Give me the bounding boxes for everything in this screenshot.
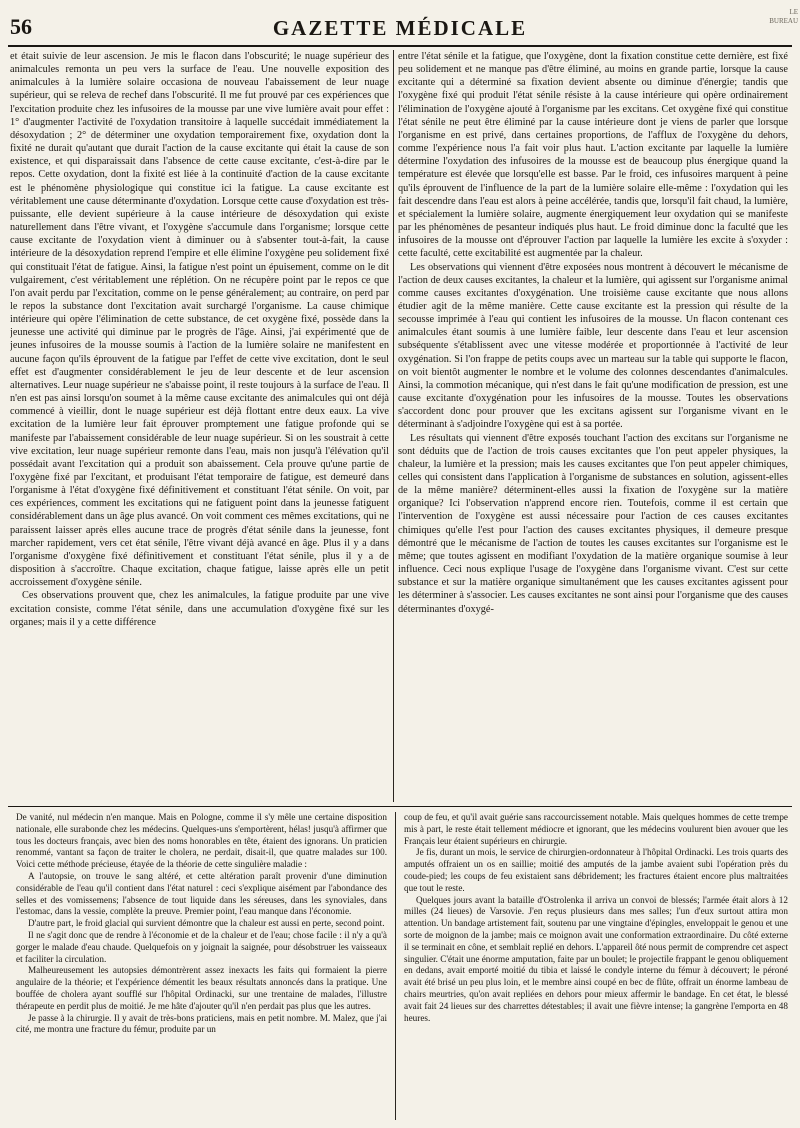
feuilleton-divider: [395, 812, 396, 1120]
column-divider: [393, 50, 394, 802]
margin-note: LE BUREAU: [769, 8, 798, 25]
feuilleton-paragraph: Quelques jours avant la bataille d'Ostrolenka il arriva un convoi de blessés; l'armée était alors à 12 milles (24 lieues) de Varsovie. J'en reçus plusieurs dans mes salles; l'un d'eux surtout attira mon attention. Un bandage artistement fait, soutenu par une vingtaine d'épingles, enveloppait le genou et une sorte de moignon de la jambe; mais ce moignon avait une conformation extraordinaire. Du côté externe il se terminait en cône, et semblait replié en dehors. L'appareil ôté nous permit de comprendre cet aspect singulier. C'était une énorme amputation, faite par un boulet; le projectile frappant le genou obliquement en dedans, avait emporté moitié du tibia et laissé le condyle interne du fémur à découvert; le péroné avait été brisé un peu plus loin, et le membre ainsi coupé en bec de flûte, offrait un énorme lambeau de chairs meurtries, qu'on avait repliées en dehors pour mieux affermir le bandage. En cet état, le blessé avait fait 24 lieues sur des charrettes détestables; il avait une fièvre intense; la gangrène l'emporta en 48 heures.: [404, 894, 788, 1023]
feuilleton-paragraph: Je fis, durant un mois, le service de chirurgien-ordonnateur à l'hôpital Ordinacki. Les trois quarts des amputés offraient un os en saillie; moitié des amputés de la jambe avaient subi l'opération près du coude-pied; les coups de feu existaient sans débridement; les fractures étaient encore plus maltraitées que tout le reste.: [404, 847, 788, 893]
feuilleton-paragraph: De vanité, nul médecin n'en manque. Mais en Pologne, comme il s'y mêle une certaine disposition nationale, elle surabonde chez les médecins. Quelques-uns s'emportèrent, hélas! jusqu'à affirmer que tous les docteurs français, avec bien des noms honorables en tête, étaient des ignorans. Un praticien renommé, vantant sa façon de traiter le cholera, ne perdait, disait-il, que quatre malades sur 100. Voici cette méthode précieuse, étayée de la théorie de cette singulière maladie :: [16, 812, 387, 870]
article-left-column: [10, 50, 389, 802]
article-paragraph: entre l'état sénile et la fatigue, que l'oxygène, dont la fixation constitue cette dernière, est fixé peu solidement et ne manque pas d'être éliminé, au moins en grande partie, lorsque la cause excitante qui a déterminé sa fixation devient absente ou diminue d'énergie; tandis que l'oxygène fixé qui produit l'état sénile résiste à la cause intérieure qui opère ordinairement l'élimination de l'oxygène ajouté à l'organisme par les excitans. Cet oxygène fixé qui constitue l'état sénile ne peut être éliminé par la cause intérieure dont je viens de parler que lorsque l'organisme en est privé, dans certaines proportions, de l'afflux de l'oxygène du dehors, comme l'expérience nous l'a fait voir plus haut. L'action excitante par laquelle la lumière détermine l'oxydation des infusoires de la mousse est de beaucoup plus énergique quand la température est élevée que lorsqu'elle est basse. Par le froid, ces infusoires marquent à peine qu'ils éprouvent de l'influence de la part de la lumière solaire elle-même : l'oxydation qui les fait descendre dans l'eau est alors à peine accélérée, tandis que, lorsqu'il fait chaud, la lumière, et spécialement la lumière solaire, augmente énergiquement leur oxydation qui se manifeste par les phénomènes de pesanteur indiqués plus haut. Le froid diminue donc la faculté que les infusoires de la mousse ont d'éprouver l'action par laquelle la lumière les excite à s'oxyder : cette faculté, cette excitabilité est augmentée par la chaleur.: [398, 51, 788, 260]
feuilleton-paragraph: Malheureusement les autopsies démontrèrent assez inexacts les faits qui formaient la pierre angulaire de la théorie; et l'expérience démentit les beaux résultats annoncés dans la pratique. Une bouffée de cholera ayant soufflé sur l'hôpital Ordinacki, sur une trentaine de malades, l'illustre thérapeute en perdit plus de moitié. Je me hâte d'ajouter qu'il n'en perdait pas plus que les autres.: [16, 965, 387, 1011]
masthead-rule: [8, 45, 792, 47]
feuilleton-right-column: [404, 812, 788, 1120]
feuilleton-rule: [8, 806, 792, 807]
article-paragraph: et était suivie de leur ascension. Je mis le flacon dans l'obscurité; le nuage supérieur des animalcules remonta un peu vers la surface de l'eau. Une nouvelle exposition des animalcules à la lumière solaire occasiona de nouveau l'abaissement de leur nuage supérieur, qui se releva de rechef dans l'obscurité. Il me fut prouvé par ces expériences que l'excitation produite chez les infusoires de la mousse par une vive lumière avait pour effet : 1° d'augmenter l'activité de l'oxydation transitoire à laquelle succédait immédiatement la désoxydation ; 2° de déterminer une oxydation temporairement fixe, oxydation dont la fixité ne durait qu'autant que durait l'action de la cause excitante qui était la cause de son existence, et qui disparaissait dans l'absence de cette cause excitante, c'est-à-dire par le repos. Cette oxydation, dont la fixité est liée à la continuité d'action de la cause excitante est le phénomène physiologique qui constitue ici la fatigue. La cause excitante est véritablement une cause déterminante d'oxydation. Lorsque cette cause d'oxydation est très-puissante, elle devient supérieure à la cause intérieure de désoxydation qui existe naturellement dans l'être vivant, et l'oxygène s'accumule dans l'organisme; lorsque cette cause excitante de l'oxydation vient à diminuer ou à s'absenter tout-à-fait, la cause intérieure de la désoxydation reprend l'empire et elle élimine l'oxygène peu solidement fixé qui constituait l'état de fatigue. Ainsi, la fatigue n'est point un épuisement, comme on le dit vulgairement, c'est véritablement une réplétion. On ne récupère point par le repos ce que l'on avait perdu par l'excitation, comme on le pense généralement; au contraire, on perd par le repos la substance dont l'excitation avait surchargé l'organisme. La cause chimique intérieure qui opère l'élimination de cette substance, de cet oxygène fixé, possède dans la jeunesse une activité qui diminue par le progrès de l'âge. Ainsi, j'ai expérimenté que de jeunes infusoires de la mousse soumis à l'action de la lumière solaire ne manifestent en aucune façon qu'ils éprouvent de la fatigue par l'effet de cette vive excitation, dont le seul effet est d'augmenter considérablement le jeu de leur descente et de leur ascension alternatives. Leur nuage supérieur ne s'abaisse point, il reste toujours à la surface de l'eau. Il n'en est pas ainsi lorsqu'on soumet à la même cause excitante des animalcules qui ont déjà commencé à vieillir, dont le nuage supérieur est déjà flottant entre deux eaux. La vive excitation de la lumière leur fait éprouver promptement une fatigue profonde qui se manifeste par l'abaissement considérable de leur nuage supérieur. Si on les soustrait à cette vive excitation, leur nuage supérieur remonte dans l'eau, mais non jusqu'à l'élévation qu'il possédait avant l'excitation qui a produit son abaissement. Cela prouve qu'une partie de l'oxygène fixé par l'excitant, et produisant l'état temporaire de fatigue, est demeuré dans l'organisme à l'état d'oxygène fixé définitivement et constituant l'état sénile. On voit, par ces expériences, comment les excitations qui ne fatiguent point dans la jeunesse fatiguent considérablement dans un âge plus avancé. On voit comment ces mêmes excitations, qui ne paraissent laisser après elles aucune trace de progrès d'état sénile dans la jeunesse, font marcher rapidement, vers cet état sénile, l'être vivant déjà avancé en âge. Plus il y a dans l'organisme d'oxygène fixé définitivement et constituant l'état sénile, plus il y a de disposition à s'accroître. Chaque excitation, chaque fatigue, laisse après elle un petit accroissement d'oxygène sénile.: [10, 51, 389, 589]
article-paragraph: Les résultats qui viennent d'être exposés touchant l'action des excitans sur l'organisme ne sont déduits que de l'action de trois causes excitantes que l'on peut appeler physiques, la chaleur, la lumière et la pression; mais les causes excitantes que l'on peut appeler chimiques, celles qui consistent dans l'application à l'organisme de substances en solution, agissent-elles de la même manière? déterminent-elles aussi la fixation de l'oxygène sur la matière organique? Ici l'observation n'apprend encore rien. Toutefois, comme il est certain que l'intervention de l'oxygène est aussi nécessaire pour l'action de ces causes excitantes chimiques qu'elle l'est pour l'action des causes excitantes physiques, il demeure presque démontré que le mécanisme de l'action de toutes les causes excitantes sur l'organisme est le même; que toutes agissent en modifiant l'oxydation de la matière organique soumise à leur influence. Ceci nous explique l'usage de l'oxygène dans l'organisme vivant. C'est sur cette substance et sur la matière organique simultanément que les causes excitantes agissent pour les déterminer à s'associer. Les causes excitantes ne sont ainsi pour l'organisme que des causes déterminantes d'oxygé-: [398, 432, 788, 615]
article-paragraph: Les observations qui viennent d'être exposées nous montrent à découvert le mécanisme de l'action de deux causes excitantes, la chaleur et la lumière, qui agissent sur l'organisme animal comme causes excitantes d'oxygénation. Une troisième cause excitante que nous allons étudier agit de la même manière. Cette cause excitante est la pression qui résulte de la secousse imprimée à l'eau qui contient les infusoires de la mousse. Un flacon contenant ces animalcules étant soumis à une lumière faible, leur descente dans l'eau et leur ascension subséquente s'établissent avec une vitesse modérée et proportionnée à l'activité de leur oxygénation. Si l'on frappe de petits coups avec un marteau sur la table qui supporte le flacon, on voit bientôt augmenter le nombre et le volume des colonnes descendantes d'animalcules. Ainsi, la commotion mécanique, qui n'est dans le fait qu'une modification de pression, est une cause excitante d'oxygénation pour les infusoires de la mousse. Toutes les observations s'accordent donc pour prouver que les excitans agissent sur l'organisme vivant en le déterminant à s'adjoindre l'oxygène qui est à sa portée.: [398, 261, 788, 431]
feuilleton-paragraph: Il ne s'agit donc que de rendre à l'économie et de la chaleur et de l'eau; chose facile : il n'y a qu'à gorger le malade d'eau chaude. Quelquefois on y joignait la saignée, pour désobstruer les vaisseaux et faciliter la circulation.: [16, 929, 387, 964]
article-right-column: [398, 50, 788, 802]
feuilleton-paragraph: D'autre part, le froid glacial qui survient démontre que la chaleur est aussi en perte, second point.: [28, 918, 385, 929]
masthead-title: GAZETTE MÉDICALE: [272, 16, 528, 40]
page-header: [0, 0, 800, 44]
feuilleton-paragraph: A l'autopsie, on trouve le sang altéré, et cette altération paraît provenir d'une diminution considérable de l'eau qu'il contient dans l'état naturel : ceci s'explique aisément par l'abondance des selles et des vomissemens; l'absence de tout liquide dans les séreuses, dans les synoviales, dans l'estomac, dans la vessie, complète la preuve. Premier point, l'eau manque dans l'économie.: [16, 870, 387, 917]
feuilleton-left-column: [16, 812, 387, 1120]
page-number: 56: [10, 14, 32, 39]
article-paragraph: Ces observations prouvent que, chez les animalcules, la fatigue produite par une vive excitation consiste, comme l'état sénile, dans une accumulation d'oxygène fixé sur les organes; mais il y a cette différence: [10, 590, 389, 628]
feuilleton-paragraph: coup de feu, et qu'il avait guérie sans raccourcissement notable. Mais quelques hommes de cette trempe mis à part, le reste était tellement médiocre et ignorant, que les médecins voulurent bien avouer que les Français leur étaient supérieurs en chirurgie.: [404, 812, 788, 846]
feuilleton-paragraph: Je passe à la chirurgie. Il y avait de très-bons praticiens, mais en petit nombre. M. Malez, que j'ai cité, me montra une fracture du fémur, produite par un: [16, 1012, 387, 1035]
